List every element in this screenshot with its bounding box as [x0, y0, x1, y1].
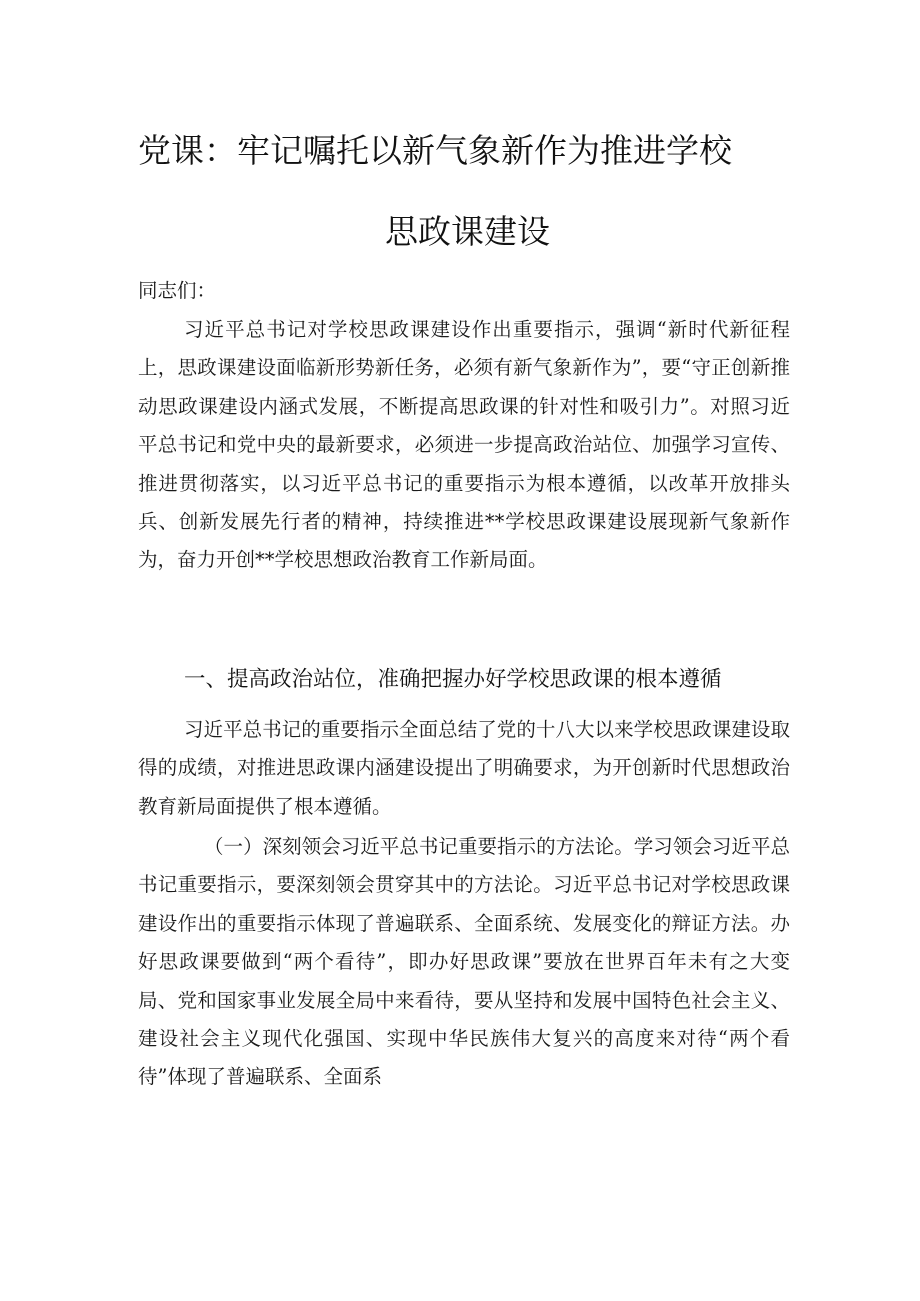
- salutation: 同志们：: [138, 279, 217, 302]
- document-title-line-1: 党课：牢记嘱托以新气象新作为推进学校: [138, 131, 732, 170]
- paragraph-intro: 习近平总书记对学校思政课建设作出重要指示，强调“新时代新征程上，思政课建设面临新形势新任务，必须有新气象新作为”，要“守正创新推动思政课建设内涵式发展，不断提高思政课的针对性和吸引力”。对照习近平总书记和党中央的最新要求，必须进一步提高政治站位、加强学习宣传、推进贯彻落实，以习近平总书记的重要指示为根本遵循，以改革开放排头兵、创新发展先行者的精神，持续推进**学校思政课建设展现新气象新作为，奋力开创**学校思想政治教育工作新局面。: [138, 318, 790, 572]
- section-heading-1: 一、提高政治站位，准确把握办好学校思政课的根本遵循: [184, 667, 722, 692]
- paragraph-section-1-intro: 习近平总书记的重要指示全面总结了党的十八大以来学校思政课建设取得的成绩，对推进思政课内涵建设提出了明确要求，为开创新时代思想政治教育新局面提供了根本遵循。: [138, 718, 790, 818]
- paragraph-subsection-1: （一）深刻领会习近平总书记重要指示的方法论。学习领会习近平总书记重要指示，要深刻领会贯穿其中的方法论。习近平总书记对学校思政课建设作出的重要指示体现了普遍联系、全面系统、发展变化的辩证方法。办好思政课要做到“两个看待”，即办好思政课”要放在世界百年未有之大变局、党和国家事业发展全局中来看待，要从坚持和发展中国特色社会主义、建设社会主义现代化强国、实现中华民族伟大复兴的高度来对待“两个看待”体现了普遍联系、全面系: [138, 835, 790, 1089]
- document-title-line-2: 思政课建设: [385, 212, 550, 251]
